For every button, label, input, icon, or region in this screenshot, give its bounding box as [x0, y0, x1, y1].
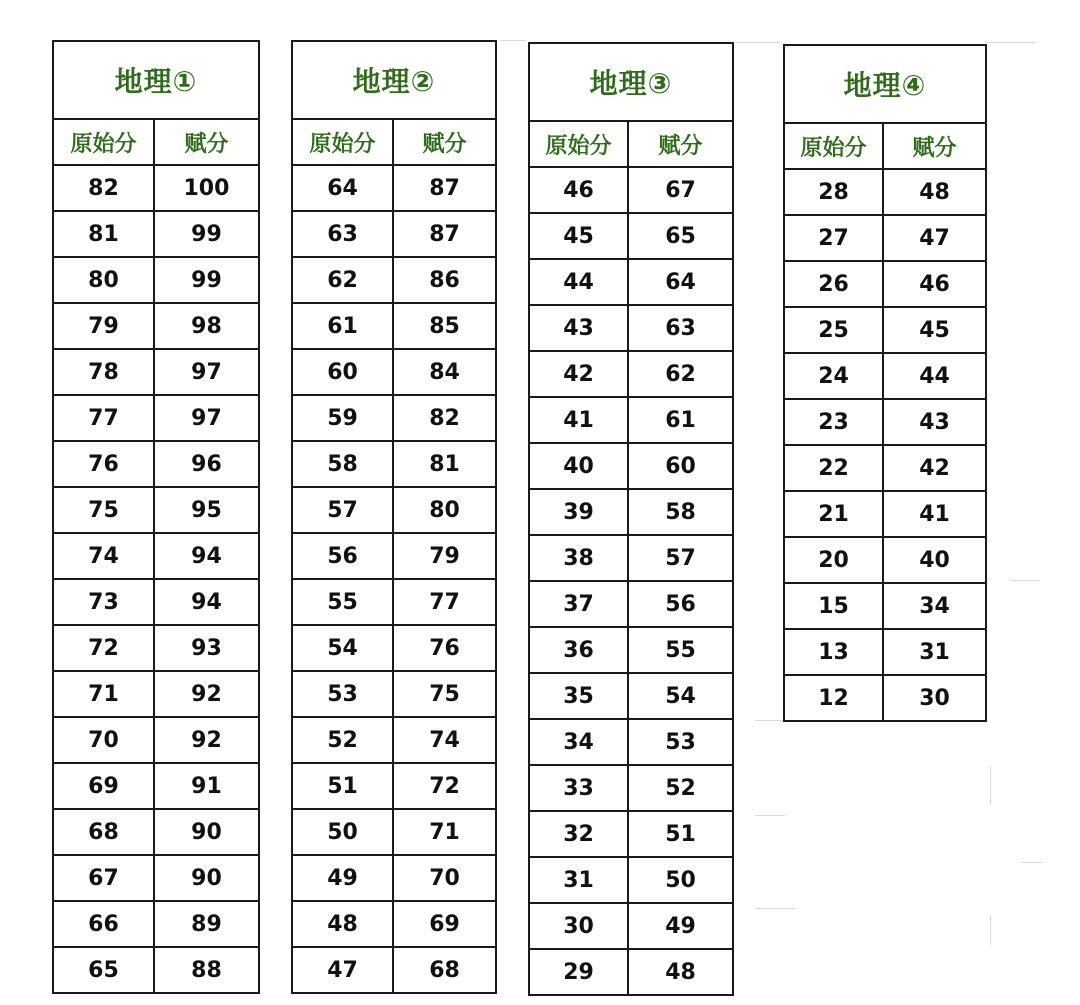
- table-row: [53, 809, 259, 855]
- score-table-geography-2: [291, 40, 497, 994]
- raw-score-cell: 81: [53, 211, 154, 257]
- column-header-raw-score: 原始分: [53, 119, 154, 165]
- assigned-score-cell: 99: [154, 211, 259, 257]
- assigned-score-cell: 81: [393, 441, 496, 487]
- column-header-raw-score: 原始分: [529, 121, 628, 167]
- raw-score-cell: 60: [292, 349, 393, 395]
- raw-score-cell: 47: [292, 947, 393, 993]
- raw-score-cell: 56: [292, 533, 393, 579]
- table-title: 地理③: [529, 43, 733, 121]
- table-row: [53, 487, 259, 533]
- table-row: [529, 673, 733, 719]
- assigned-score-cell: 100: [154, 165, 259, 211]
- table-row: [784, 215, 986, 261]
- column-header-assigned-score: 赋分: [154, 119, 259, 165]
- faint-line: [1020, 862, 1042, 863]
- table-row: [529, 581, 733, 627]
- assigned-score-cell: 60: [628, 443, 733, 489]
- assigned-score-cell: 84: [393, 349, 496, 395]
- assigned-score-cell: 80: [393, 487, 496, 533]
- table-row: [784, 583, 986, 629]
- raw-score-cell: 21: [784, 491, 883, 537]
- assigned-score-cell: 58: [628, 489, 733, 535]
- raw-score-cell: 24: [784, 353, 883, 399]
- assigned-score-cell: 97: [154, 395, 259, 441]
- assigned-score-cell: 45: [883, 307, 986, 353]
- assigned-score-cell: 61: [628, 397, 733, 443]
- assigned-score-cell: 91: [154, 763, 259, 809]
- table-row: [784, 675, 986, 721]
- assigned-score-cell: 56: [628, 581, 733, 627]
- table-row: [529, 949, 733, 995]
- assigned-score-cell: 96: [154, 441, 259, 487]
- table-row: [53, 165, 259, 211]
- table-row: [53, 671, 259, 717]
- assigned-score-cell: 94: [154, 579, 259, 625]
- raw-score-cell: 74: [53, 533, 154, 579]
- faint-line: [985, 42, 1035, 43]
- assigned-score-cell: 52: [628, 765, 733, 811]
- assigned-score-cell: 92: [154, 717, 259, 763]
- table-row: [292, 625, 496, 671]
- column-header-assigned-score: 赋分: [883, 123, 986, 169]
- raw-score-cell: 65: [53, 947, 154, 993]
- table-row: [53, 717, 259, 763]
- faint-vline: [990, 765, 991, 805]
- raw-score-cell: 42: [529, 351, 628, 397]
- assigned-score-cell: 30: [883, 675, 986, 721]
- assigned-score-cell: 95: [154, 487, 259, 533]
- table-row: [292, 809, 496, 855]
- table-row: [292, 763, 496, 809]
- raw-score-cell: 36: [529, 627, 628, 673]
- assigned-score-cell: 72: [393, 763, 496, 809]
- table-row: [292, 901, 496, 947]
- table-row: [53, 625, 259, 671]
- assigned-score-cell: 48: [628, 949, 733, 995]
- faint-line: [1010, 580, 1040, 581]
- raw-score-cell: 63: [292, 211, 393, 257]
- table-row: [292, 303, 496, 349]
- assigned-score-cell: 86: [393, 257, 496, 303]
- faint-line: [755, 815, 785, 816]
- table-row: [784, 491, 986, 537]
- raw-score-cell: 44: [529, 259, 628, 305]
- raw-score-cell: 67: [53, 855, 154, 901]
- table-row: [529, 259, 733, 305]
- raw-score-cell: 34: [529, 719, 628, 765]
- assigned-score-cell: 90: [154, 855, 259, 901]
- table-row: [53, 533, 259, 579]
- assigned-score-cell: 43: [883, 399, 986, 445]
- assigned-score-cell: 40: [883, 537, 986, 583]
- raw-score-cell: 80: [53, 257, 154, 303]
- table-row: [529, 903, 733, 949]
- assigned-score-cell: 51: [628, 811, 733, 857]
- table-row: [529, 305, 733, 351]
- table-row: [784, 399, 986, 445]
- assigned-score-cell: 97: [154, 349, 259, 395]
- table-row: [529, 167, 733, 213]
- table-row: [292, 211, 496, 257]
- table-row: [784, 169, 986, 215]
- table-row: [784, 353, 986, 399]
- column-header-raw-score: 原始分: [784, 123, 883, 169]
- assigned-score-cell: 53: [628, 719, 733, 765]
- raw-score-cell: 78: [53, 349, 154, 395]
- table-row: [292, 487, 496, 533]
- assigned-score-cell: 64: [628, 259, 733, 305]
- raw-score-cell: 40: [529, 443, 628, 489]
- table-row: [529, 765, 733, 811]
- assigned-score-cell: 74: [393, 717, 496, 763]
- raw-score-cell: 46: [529, 167, 628, 213]
- raw-score-cell: 43: [529, 305, 628, 351]
- raw-score-cell: 12: [784, 675, 883, 721]
- table-row: [53, 303, 259, 349]
- raw-score-cell: 30: [529, 903, 628, 949]
- score-table-geography-1: [52, 40, 260, 994]
- assigned-score-cell: 41: [883, 491, 986, 537]
- raw-score-cell: 22: [784, 445, 883, 491]
- raw-score-cell: 68: [53, 809, 154, 855]
- table-row: [53, 349, 259, 395]
- table-row: [53, 763, 259, 809]
- raw-score-cell: 55: [292, 579, 393, 625]
- raw-score-cell: 70: [53, 717, 154, 763]
- assigned-score-cell: 75: [393, 671, 496, 717]
- table-row: [529, 351, 733, 397]
- raw-score-cell: 66: [53, 901, 154, 947]
- assigned-score-cell: 49: [628, 903, 733, 949]
- table-row: [529, 443, 733, 489]
- assigned-score-cell: 70: [393, 855, 496, 901]
- assigned-score-cell: 94: [154, 533, 259, 579]
- column-header-assigned-score: 赋分: [393, 119, 496, 165]
- raw-score-cell: 27: [784, 215, 883, 261]
- table-row: [53, 441, 259, 487]
- table-row: [529, 811, 733, 857]
- raw-score-cell: 32: [529, 811, 628, 857]
- assigned-score-cell: 48: [883, 169, 986, 215]
- raw-score-cell: 52: [292, 717, 393, 763]
- raw-score-cell: 50: [292, 809, 393, 855]
- raw-score-cell: 37: [529, 581, 628, 627]
- assigned-score-cell: 77: [393, 579, 496, 625]
- assigned-score-cell: 87: [393, 211, 496, 257]
- raw-score-cell: 58: [292, 441, 393, 487]
- assigned-score-cell: 79: [393, 533, 496, 579]
- faint-vline: [990, 915, 991, 945]
- assigned-score-cell: 34: [883, 583, 986, 629]
- raw-score-cell: 53: [292, 671, 393, 717]
- raw-score-cell: 13: [784, 629, 883, 675]
- score-table-geography-3: [528, 42, 734, 996]
- column-header-raw-score: 原始分: [292, 119, 393, 165]
- table-row: [292, 533, 496, 579]
- raw-score-cell: 75: [53, 487, 154, 533]
- assigned-score-cell: 54: [628, 673, 733, 719]
- raw-score-cell: 23: [784, 399, 883, 445]
- assigned-score-cell: 87: [393, 165, 496, 211]
- table-row: [292, 717, 496, 763]
- table-row: [53, 395, 259, 441]
- table-title: 地理②: [292, 41, 496, 119]
- assigned-score-cell: 50: [628, 857, 733, 903]
- table-row: [53, 901, 259, 947]
- raw-score-cell: 39: [529, 489, 628, 535]
- table-row: [529, 397, 733, 443]
- raw-score-cell: 48: [292, 901, 393, 947]
- score-table-geography-4: [783, 44, 987, 722]
- assigned-score-cell: 99: [154, 257, 259, 303]
- assigned-score-cell: 65: [628, 213, 733, 259]
- raw-score-cell: 54: [292, 625, 393, 671]
- assigned-score-cell: 85: [393, 303, 496, 349]
- table-row: [292, 349, 496, 395]
- table-row: [292, 257, 496, 303]
- assigned-score-cell: 63: [628, 305, 733, 351]
- table-row: [529, 627, 733, 673]
- assigned-score-cell: 92: [154, 671, 259, 717]
- assigned-score-cell: 44: [883, 353, 986, 399]
- assigned-score-cell: 57: [628, 535, 733, 581]
- table-row: [292, 579, 496, 625]
- table-row: [292, 947, 496, 993]
- assigned-score-cell: 47: [883, 215, 986, 261]
- raw-score-cell: 38: [529, 535, 628, 581]
- assigned-score-cell: 88: [154, 947, 259, 993]
- table-row: [529, 535, 733, 581]
- assigned-score-cell: 42: [883, 445, 986, 491]
- assigned-score-cell: 89: [154, 901, 259, 947]
- raw-score-cell: 29: [529, 949, 628, 995]
- table-row: [53, 211, 259, 257]
- table-row: [784, 307, 986, 353]
- raw-score-cell: 49: [292, 855, 393, 901]
- assigned-score-cell: 93: [154, 625, 259, 671]
- table-row: [529, 213, 733, 259]
- assigned-score-cell: 71: [393, 809, 496, 855]
- assigned-score-cell: 46: [883, 261, 986, 307]
- assigned-score-cell: 31: [883, 629, 986, 675]
- raw-score-cell: 15: [784, 583, 883, 629]
- assigned-score-cell: 76: [393, 625, 496, 671]
- assigned-score-cell: 68: [393, 947, 496, 993]
- table-row: [784, 537, 986, 583]
- table-row: [53, 947, 259, 993]
- assigned-score-cell: 55: [628, 627, 733, 673]
- raw-score-cell: 28: [784, 169, 883, 215]
- raw-score-cell: 33: [529, 765, 628, 811]
- assigned-score-cell: 62: [628, 351, 733, 397]
- table-row: [529, 489, 733, 535]
- raw-score-cell: 31: [529, 857, 628, 903]
- raw-score-cell: 20: [784, 537, 883, 583]
- raw-score-cell: 73: [53, 579, 154, 625]
- table-row: [292, 441, 496, 487]
- faint-line: [735, 42, 780, 43]
- column-header-assigned-score: 赋分: [628, 121, 733, 167]
- faint-line: [755, 908, 795, 909]
- table-title: 地理④: [784, 45, 986, 123]
- raw-score-cell: 76: [53, 441, 154, 487]
- raw-score-cell: 62: [292, 257, 393, 303]
- table-row: [784, 445, 986, 491]
- table-row: [292, 855, 496, 901]
- raw-score-cell: 59: [292, 395, 393, 441]
- assigned-score-cell: 90: [154, 809, 259, 855]
- raw-score-cell: 72: [53, 625, 154, 671]
- table-row: [529, 719, 733, 765]
- table-row: [53, 855, 259, 901]
- raw-score-cell: 69: [53, 763, 154, 809]
- table-row: [292, 395, 496, 441]
- table-row: [292, 671, 496, 717]
- raw-score-cell: 35: [529, 673, 628, 719]
- table-row: [53, 257, 259, 303]
- assigned-score-cell: 98: [154, 303, 259, 349]
- raw-score-cell: 61: [292, 303, 393, 349]
- faint-line: [500, 40, 526, 41]
- raw-score-cell: 77: [53, 395, 154, 441]
- table-row: [529, 857, 733, 903]
- raw-score-cell: 25: [784, 307, 883, 353]
- raw-score-cell: 64: [292, 165, 393, 211]
- table-row: [784, 261, 986, 307]
- table-row: [292, 165, 496, 211]
- raw-score-cell: 51: [292, 763, 393, 809]
- table-row: [784, 629, 986, 675]
- raw-score-cell: 71: [53, 671, 154, 717]
- raw-score-cell: 41: [529, 397, 628, 443]
- raw-score-cell: 45: [529, 213, 628, 259]
- assigned-score-cell: 82: [393, 395, 496, 441]
- assigned-score-cell: 69: [393, 901, 496, 947]
- raw-score-cell: 57: [292, 487, 393, 533]
- assigned-score-cell: 67: [628, 167, 733, 213]
- raw-score-cell: 79: [53, 303, 154, 349]
- raw-score-cell: 82: [53, 165, 154, 211]
- table-title: 地理①: [53, 41, 259, 119]
- table-row: [53, 579, 259, 625]
- raw-score-cell: 26: [784, 261, 883, 307]
